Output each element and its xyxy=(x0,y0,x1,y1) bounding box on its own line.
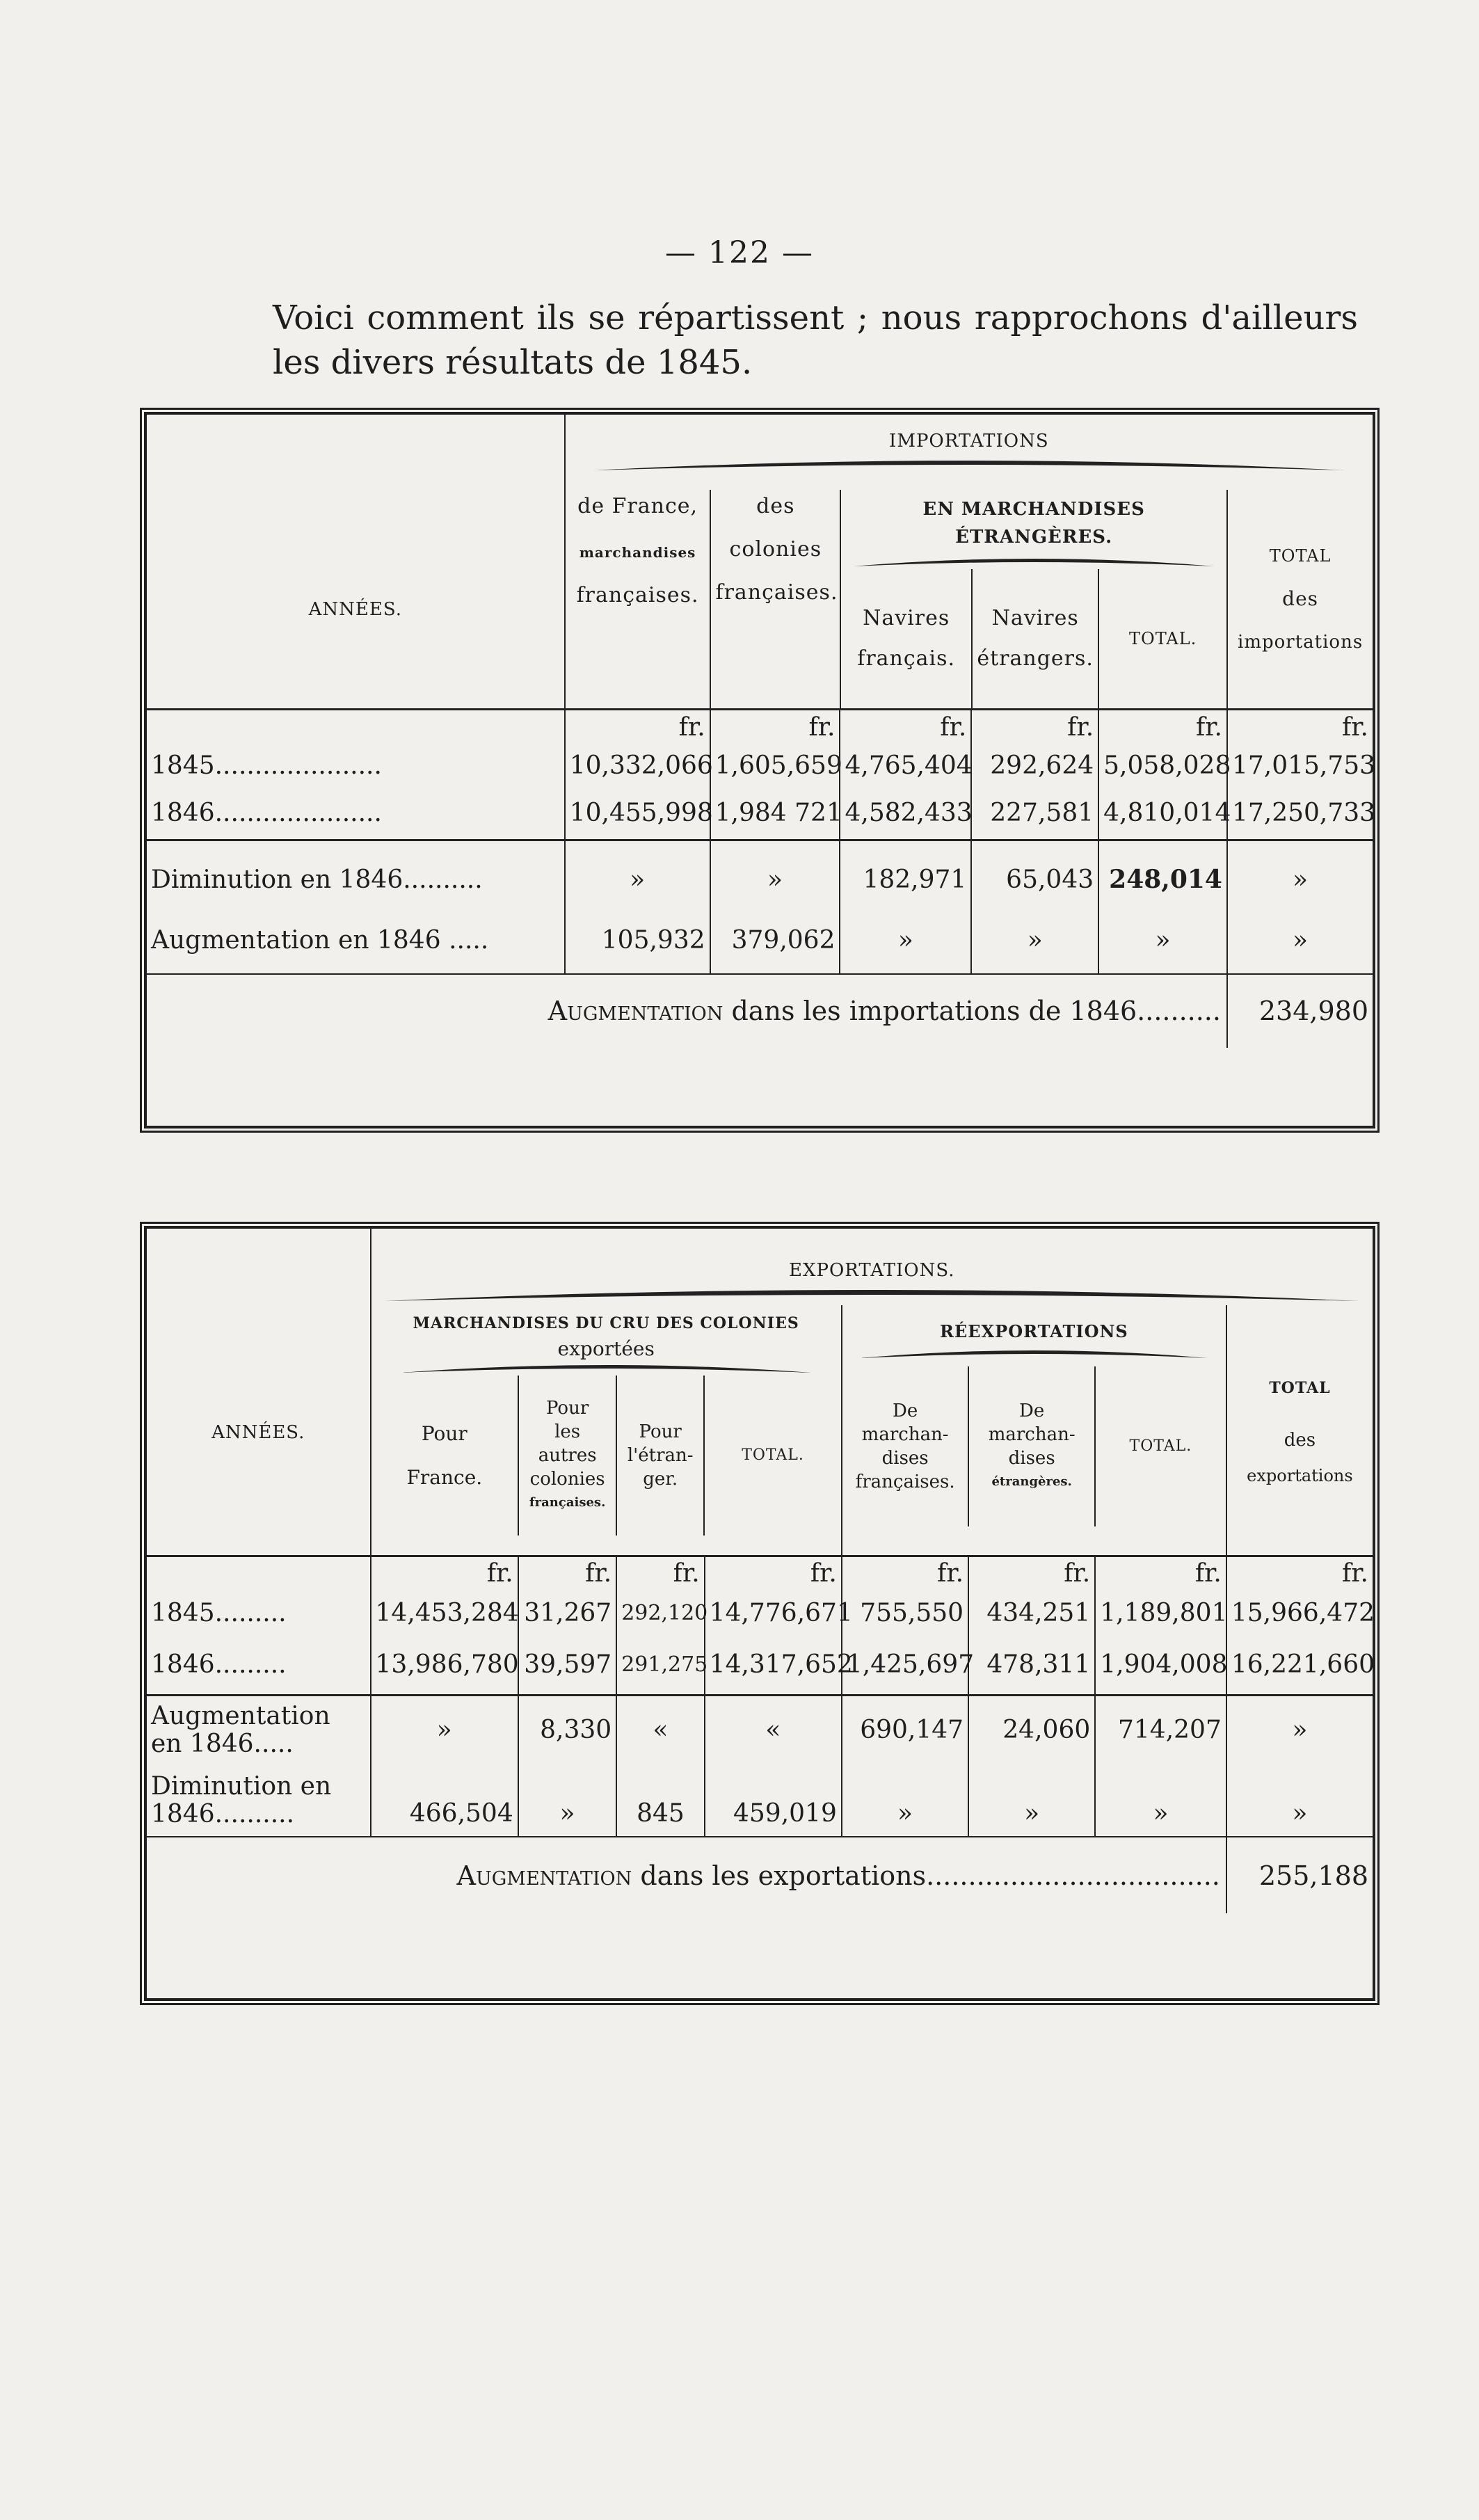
cell: 13,986,780 xyxy=(371,1635,518,1695)
cell: 17,250,733 xyxy=(1227,788,1373,840)
col-nav-fr-l1: Navires xyxy=(863,606,950,630)
col-mfr-l2: marchan- xyxy=(861,1424,949,1445)
cru-group-l1: MARCHANDISES DU CRU DES COLONIES xyxy=(413,1314,799,1332)
cell: 8,330 xyxy=(518,1695,616,1764)
cell: 182,971 xyxy=(840,840,971,907)
table-row xyxy=(147,1590,1373,1635)
row-label: 1845..................... xyxy=(151,751,382,780)
cell: » xyxy=(518,1764,616,1837)
unit-label: fr. xyxy=(1226,1556,1373,1590)
cell: » xyxy=(371,1695,518,1764)
col-nav-et-l1: Navires xyxy=(991,606,1079,630)
table-row xyxy=(147,907,1373,974)
col-etranger-l1: Pour xyxy=(639,1421,682,1442)
cell: 248,014 xyxy=(1098,840,1227,907)
cell: 14,776,671 xyxy=(705,1590,842,1635)
col-france-l1: de France, xyxy=(577,494,698,518)
cell: » xyxy=(1227,840,1373,907)
cell: 291,275 xyxy=(616,1635,704,1695)
unit-label: fr. xyxy=(968,1556,1095,1590)
col-foreign-total: TOTAL. xyxy=(1098,569,1226,708)
row-label: Diminution en 1846.......... xyxy=(151,865,483,894)
table-row xyxy=(147,788,1373,840)
cell: 105,932 xyxy=(565,907,710,974)
cell: » xyxy=(968,1764,1095,1837)
cell: 16,221,660 xyxy=(1226,1635,1373,1695)
cell: 4,582,433 xyxy=(840,788,971,840)
page-number: — 122 — xyxy=(665,235,814,271)
imports-footer-value: 234,980 xyxy=(1227,974,1373,1048)
cell: 15,966,472 xyxy=(1226,1590,1373,1635)
table-row xyxy=(147,1635,1373,1695)
foreign-goods-group: EN MARCHANDISES ÉTRANGÈRES. xyxy=(922,499,1145,548)
imports-years-header: ANNÉES. xyxy=(308,599,403,620)
cell: 10,455,998 xyxy=(565,788,710,840)
exports-group-title: EXPORTATIONS. xyxy=(789,1260,955,1281)
col-colonies-l3: françaises. xyxy=(715,580,838,605)
col-grand-l3: exportations xyxy=(1247,1466,1353,1486)
col-total-cru: TOTAL. xyxy=(704,1375,841,1536)
table-row xyxy=(147,1764,1373,1837)
col-mfr-l1: De xyxy=(893,1401,918,1421)
col-nav-fr-l2: français. xyxy=(857,646,956,671)
unit-label: fr. xyxy=(710,710,840,744)
cell: 4,765,404 xyxy=(840,744,971,788)
unit-label: fr. xyxy=(705,1556,842,1590)
col-met-l1: De xyxy=(1019,1401,1045,1421)
col-grand-l1: TOTAL xyxy=(1269,546,1332,566)
cru-group-l2: exportées xyxy=(557,1337,655,1360)
cell: 1,425,697 xyxy=(842,1635,968,1695)
col-etranger-l3: ger. xyxy=(643,1469,678,1490)
unit-label: fr. xyxy=(840,710,971,744)
cell: « xyxy=(616,1695,704,1764)
col-france-l3: françaises. xyxy=(576,583,699,607)
cell: 845 xyxy=(616,1764,704,1837)
exports-table xyxy=(144,1226,1375,2001)
cell: 292,120 xyxy=(616,1590,704,1635)
cell: 4,810,014 xyxy=(1098,788,1227,840)
col-autres-l1: Pour xyxy=(545,1398,589,1419)
cell: 1,984 721 xyxy=(710,788,840,840)
exports-years-header: ANNÉES. xyxy=(211,1422,305,1444)
unit-label: fr. xyxy=(371,1556,518,1590)
unit-label: fr. xyxy=(842,1556,968,1590)
cell: 292,624 xyxy=(971,744,1098,788)
footer-label: Augmentation dans les exportations................................... xyxy=(456,1860,1220,1891)
cell: » xyxy=(1227,907,1373,974)
intro-paragraph: Voici comment ils se répartissent ; nous rapprochons d'ailleurs les divers résultats de 1845. xyxy=(273,298,1358,382)
col-autres-l3: autres xyxy=(538,1445,597,1466)
imports-group-title: IMPORTATIONS xyxy=(889,431,1049,452)
unit-label: fr. xyxy=(518,1556,616,1590)
imports-footer-row xyxy=(147,974,1373,1048)
row-label: 1846..................... xyxy=(151,799,382,828)
row-label: 1846......... xyxy=(151,1650,287,1679)
col-france-l2: marchandises xyxy=(579,544,696,561)
unit-label: fr. xyxy=(565,710,710,744)
col-etranger-l2: l'étran- xyxy=(627,1445,694,1466)
col-met-l3: dises xyxy=(1008,1448,1055,1469)
table-row xyxy=(147,840,1373,907)
exports-footer-value: 255,188 xyxy=(1226,1837,1373,1913)
col-autres-l2: les xyxy=(554,1421,581,1442)
cell: 714,207 xyxy=(1095,1695,1226,1764)
cell: 10,332,066 xyxy=(565,744,710,788)
cell: 690,147 xyxy=(842,1695,968,1764)
cell: 1,189,801 xyxy=(1095,1590,1226,1635)
cell: 434,251 xyxy=(968,1590,1095,1635)
cell: 755,550 xyxy=(842,1590,968,1635)
unit-label: fr. xyxy=(616,1556,704,1590)
decorative-swoosh xyxy=(401,1362,811,1374)
decorative-swoosh xyxy=(385,1286,1359,1302)
col-france-l2: France. xyxy=(406,1466,483,1489)
cell: » xyxy=(971,907,1098,974)
row-label: Augmentation en 1846 ..... xyxy=(151,925,489,955)
col-grand-l2: des xyxy=(1284,1430,1316,1451)
exports-footer-row xyxy=(147,1837,1373,1913)
decorative-swoosh xyxy=(853,555,1215,568)
cell: » xyxy=(1226,1695,1373,1764)
row-label: en 1846..... xyxy=(151,1729,294,1758)
row-label: 1845......... xyxy=(151,1598,287,1627)
col-colonies-l2: colonies xyxy=(729,537,822,561)
cell: » xyxy=(840,907,971,974)
cell: 14,317,652 xyxy=(705,1635,842,1695)
decorative-swoosh xyxy=(860,1347,1208,1359)
cell: 1,904,008 xyxy=(1095,1635,1226,1695)
cell: 24,060 xyxy=(968,1695,1095,1764)
col-met-l4: étrangères. xyxy=(991,1474,1072,1489)
col-autres-l4: colonies xyxy=(529,1469,605,1490)
col-met-l2: marchan- xyxy=(988,1424,1076,1445)
cell: 31,267 xyxy=(518,1590,616,1635)
cell: » xyxy=(842,1764,968,1837)
cell: 227,581 xyxy=(971,788,1098,840)
row-label: Augmentation xyxy=(151,1701,330,1730)
cell: 466,504 xyxy=(371,1764,518,1837)
unit-label: fr. xyxy=(1227,710,1373,744)
col-france-l1: Pour xyxy=(421,1422,467,1445)
cell: » xyxy=(1095,1764,1226,1837)
col-mfr-l3: dises xyxy=(881,1448,929,1469)
reexportations-group: RÉEXPORTATIONS xyxy=(940,1321,1128,1341)
cell: » xyxy=(710,840,840,907)
cell: 1,605,659 xyxy=(710,744,840,788)
cell: 5,058,028 xyxy=(1098,744,1227,788)
unit-label: fr. xyxy=(1095,1556,1226,1590)
cell: 65,043 xyxy=(971,840,1098,907)
row-label: 1846.......... xyxy=(151,1799,295,1828)
col-grand-l3: importations xyxy=(1238,632,1364,653)
cell: 379,062 xyxy=(710,907,840,974)
col-autres-l5: françaises. xyxy=(529,1495,606,1510)
cell: 14,453,284 xyxy=(371,1590,518,1635)
table-row xyxy=(147,744,1373,788)
col-grand-l1: TOTAL xyxy=(1269,1379,1331,1398)
cell: 478,311 xyxy=(968,1635,1095,1695)
unit-label: fr. xyxy=(971,710,1098,744)
col-mfr-l4: françaises. xyxy=(855,1472,955,1492)
footer-label: Augmentation dans les importations de 1846.......... xyxy=(547,996,1221,1026)
cell: 39,597 xyxy=(518,1635,616,1695)
col-total-re: TOTAL. xyxy=(1095,1366,1226,1526)
decorative-swoosh xyxy=(593,456,1345,472)
col-nav-et-l2: étrangers. xyxy=(977,646,1094,671)
cell: » xyxy=(565,840,710,907)
col-colonies-l1: des xyxy=(756,494,795,518)
cell: » xyxy=(1098,907,1227,974)
cell: 459,019 xyxy=(705,1764,842,1837)
cell: « xyxy=(705,1695,842,1764)
row-label: Diminution en xyxy=(151,1771,332,1801)
imports-table xyxy=(144,412,1375,1129)
cell: 17,015,753 xyxy=(1227,744,1373,788)
col-grand-l2: des xyxy=(1282,587,1319,610)
unit-label: fr. xyxy=(1098,710,1227,744)
cell: » xyxy=(1226,1764,1373,1837)
table-row xyxy=(147,1695,1373,1764)
